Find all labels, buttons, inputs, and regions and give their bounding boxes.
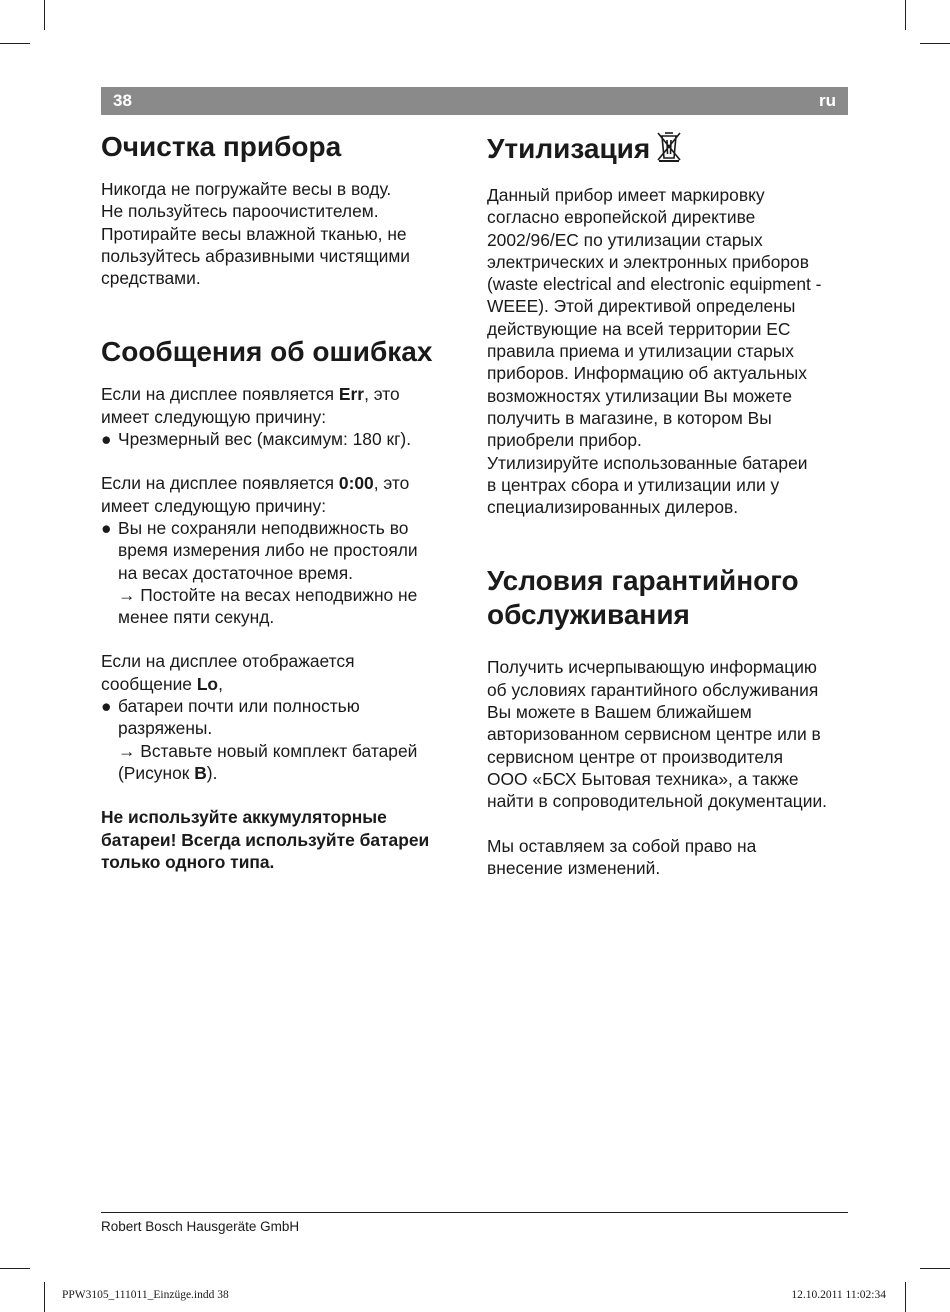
disposal-line: получить в магазине, в котором Вы xyxy=(487,407,772,428)
warranty-line: сервисном центре от производителя xyxy=(487,746,784,767)
list-item-continuation: время измерения либо не простояли xyxy=(118,540,418,561)
changes-note: внесение изменений. xyxy=(487,857,661,878)
list-item-continuation: (Рисунок B). xyxy=(118,762,218,783)
warranty-title: Условия гарантийного обслуживания xyxy=(487,565,799,631)
zero-bullet-list xyxy=(101,517,461,628)
page-header-bar xyxy=(101,87,848,115)
footer-company: Robert Bosch Hausgeräte GmbH xyxy=(101,1219,300,1234)
err-bullet-list xyxy=(101,428,461,450)
battery-warning: батареи! Всегда используйте батареи xyxy=(101,829,430,850)
lo-intro-2: сообщение Lo, xyxy=(101,673,223,694)
err-intro-2: имеет следующую причину: xyxy=(101,406,327,427)
battery-warning: только одного типа. xyxy=(101,851,275,872)
warranty-line: авторизованном сервисном центре или в xyxy=(487,724,821,745)
warranty-line: Получить исчерпывающую информацию xyxy=(487,657,817,678)
err-code: Err xyxy=(338,384,365,405)
warranty-line: ООО «БСХ Бытовая техника», а также xyxy=(487,768,799,789)
disposal-line: правила приема и утилизации старых xyxy=(487,341,794,362)
disposal-line: электрических и электронных приборов xyxy=(487,251,809,272)
crop-mark xyxy=(44,0,45,30)
slug-file: PPW3105_111011_Einzüge.indd 38 xyxy=(62,1289,229,1301)
lo-intro: Если на дисплее отображается xyxy=(101,651,355,672)
changes-note: Мы оставляем за собой право на xyxy=(487,835,757,856)
crop-mark xyxy=(905,0,906,30)
warranty-line: об условиях гарантийного обслуживания xyxy=(487,679,819,700)
lo-bullet-list xyxy=(101,695,461,784)
slug-datetime: 12.10.2011 11:02:34 xyxy=(791,1289,886,1301)
disposal-line: (waste electrical and electronic equipment - xyxy=(487,274,822,295)
disposal-line: приобрели прибор. xyxy=(487,430,642,451)
disposal-title: Утилизация xyxy=(487,130,847,170)
crossed-bin-icon xyxy=(654,130,684,170)
list-item-continuation: разряжены. xyxy=(118,718,213,739)
warranty-section xyxy=(487,564,847,879)
zero-code: 0:00 xyxy=(338,473,374,494)
warranty-line: Вы можете в Вашем ближайшем xyxy=(487,702,752,723)
cleaning-line: Никогда не погружайте весы в воду. xyxy=(101,179,392,199)
disposal-line: действующие на всей территории ЕС xyxy=(487,318,791,339)
cleaning-line: пользуйтесь абразивными чистящими xyxy=(101,245,410,266)
disposal-line: возможностях утилизации Вы можете xyxy=(487,385,793,406)
list-item-continuation: менее пяти секунд. xyxy=(118,607,275,628)
disposal-line: 2002/96/EC по утилизации старых xyxy=(487,229,763,250)
err-intro: Если на дисплее появляется Err, это xyxy=(101,384,400,405)
warranty-line: найти в сопроводительной документации. xyxy=(487,791,827,812)
lo-code: Lo xyxy=(196,673,219,694)
crop-mark xyxy=(920,43,950,44)
crop-mark xyxy=(920,1268,950,1269)
errors-section xyxy=(101,335,461,873)
disposal-line: WEEE). Этой директивой определены xyxy=(487,296,796,317)
cleaning-line: Протирайте весы влажной тканью, не xyxy=(101,223,407,244)
crop-mark xyxy=(0,43,30,44)
disposal-line: Утилизируйте использованные батареи xyxy=(487,452,808,473)
errors-title: Сообщения об ошибках xyxy=(101,336,433,368)
list-item-continuation: → Постойте на весах неподвижно не xyxy=(118,584,418,605)
list-item: ● Чрезмерный вес (максимум: 180 кг). xyxy=(101,429,412,450)
crop-mark xyxy=(905,1282,906,1312)
language-code: ru xyxy=(819,91,836,110)
list-item-continuation: → Вставьте новый комплект батарей xyxy=(118,740,418,761)
disposal-line: специализированных дилеров. xyxy=(487,497,739,518)
cleaning-title: Очистка прибора xyxy=(101,131,342,162)
disposal-line: приборов. Информацию об актуальных xyxy=(487,363,807,384)
disposal-section xyxy=(487,130,847,518)
left-column xyxy=(101,130,461,873)
battery-warning: Не используйте аккумуляторные xyxy=(101,807,387,828)
list-item: ● батареи почти или полностью xyxy=(101,696,360,717)
zero-intro: Если на дисплее появляется 0:00, это xyxy=(101,473,410,494)
crop-mark xyxy=(0,1268,30,1269)
footer-divider xyxy=(101,1212,848,1213)
disposal-line: Данный прибор имеет маркировку xyxy=(487,185,765,205)
zero-intro-2: имеет следующую причину: xyxy=(101,495,327,516)
cleaning-line: средствами. xyxy=(101,268,201,289)
cleaning-section xyxy=(101,130,461,289)
cleaning-line: Не пользуйтесь пароочистителем. xyxy=(101,201,379,222)
page-number: 38 xyxy=(113,91,132,110)
right-column xyxy=(487,130,847,879)
disposal-line: согласно европейской директиве xyxy=(487,207,756,228)
disposal-line: в центрах сбора и утилизации или у xyxy=(487,474,780,495)
list-item-continuation: на весах достаточное время. xyxy=(118,562,353,583)
crop-mark xyxy=(44,1282,45,1312)
list-item: ● Вы не сохраняли неподвижность во xyxy=(101,517,409,538)
